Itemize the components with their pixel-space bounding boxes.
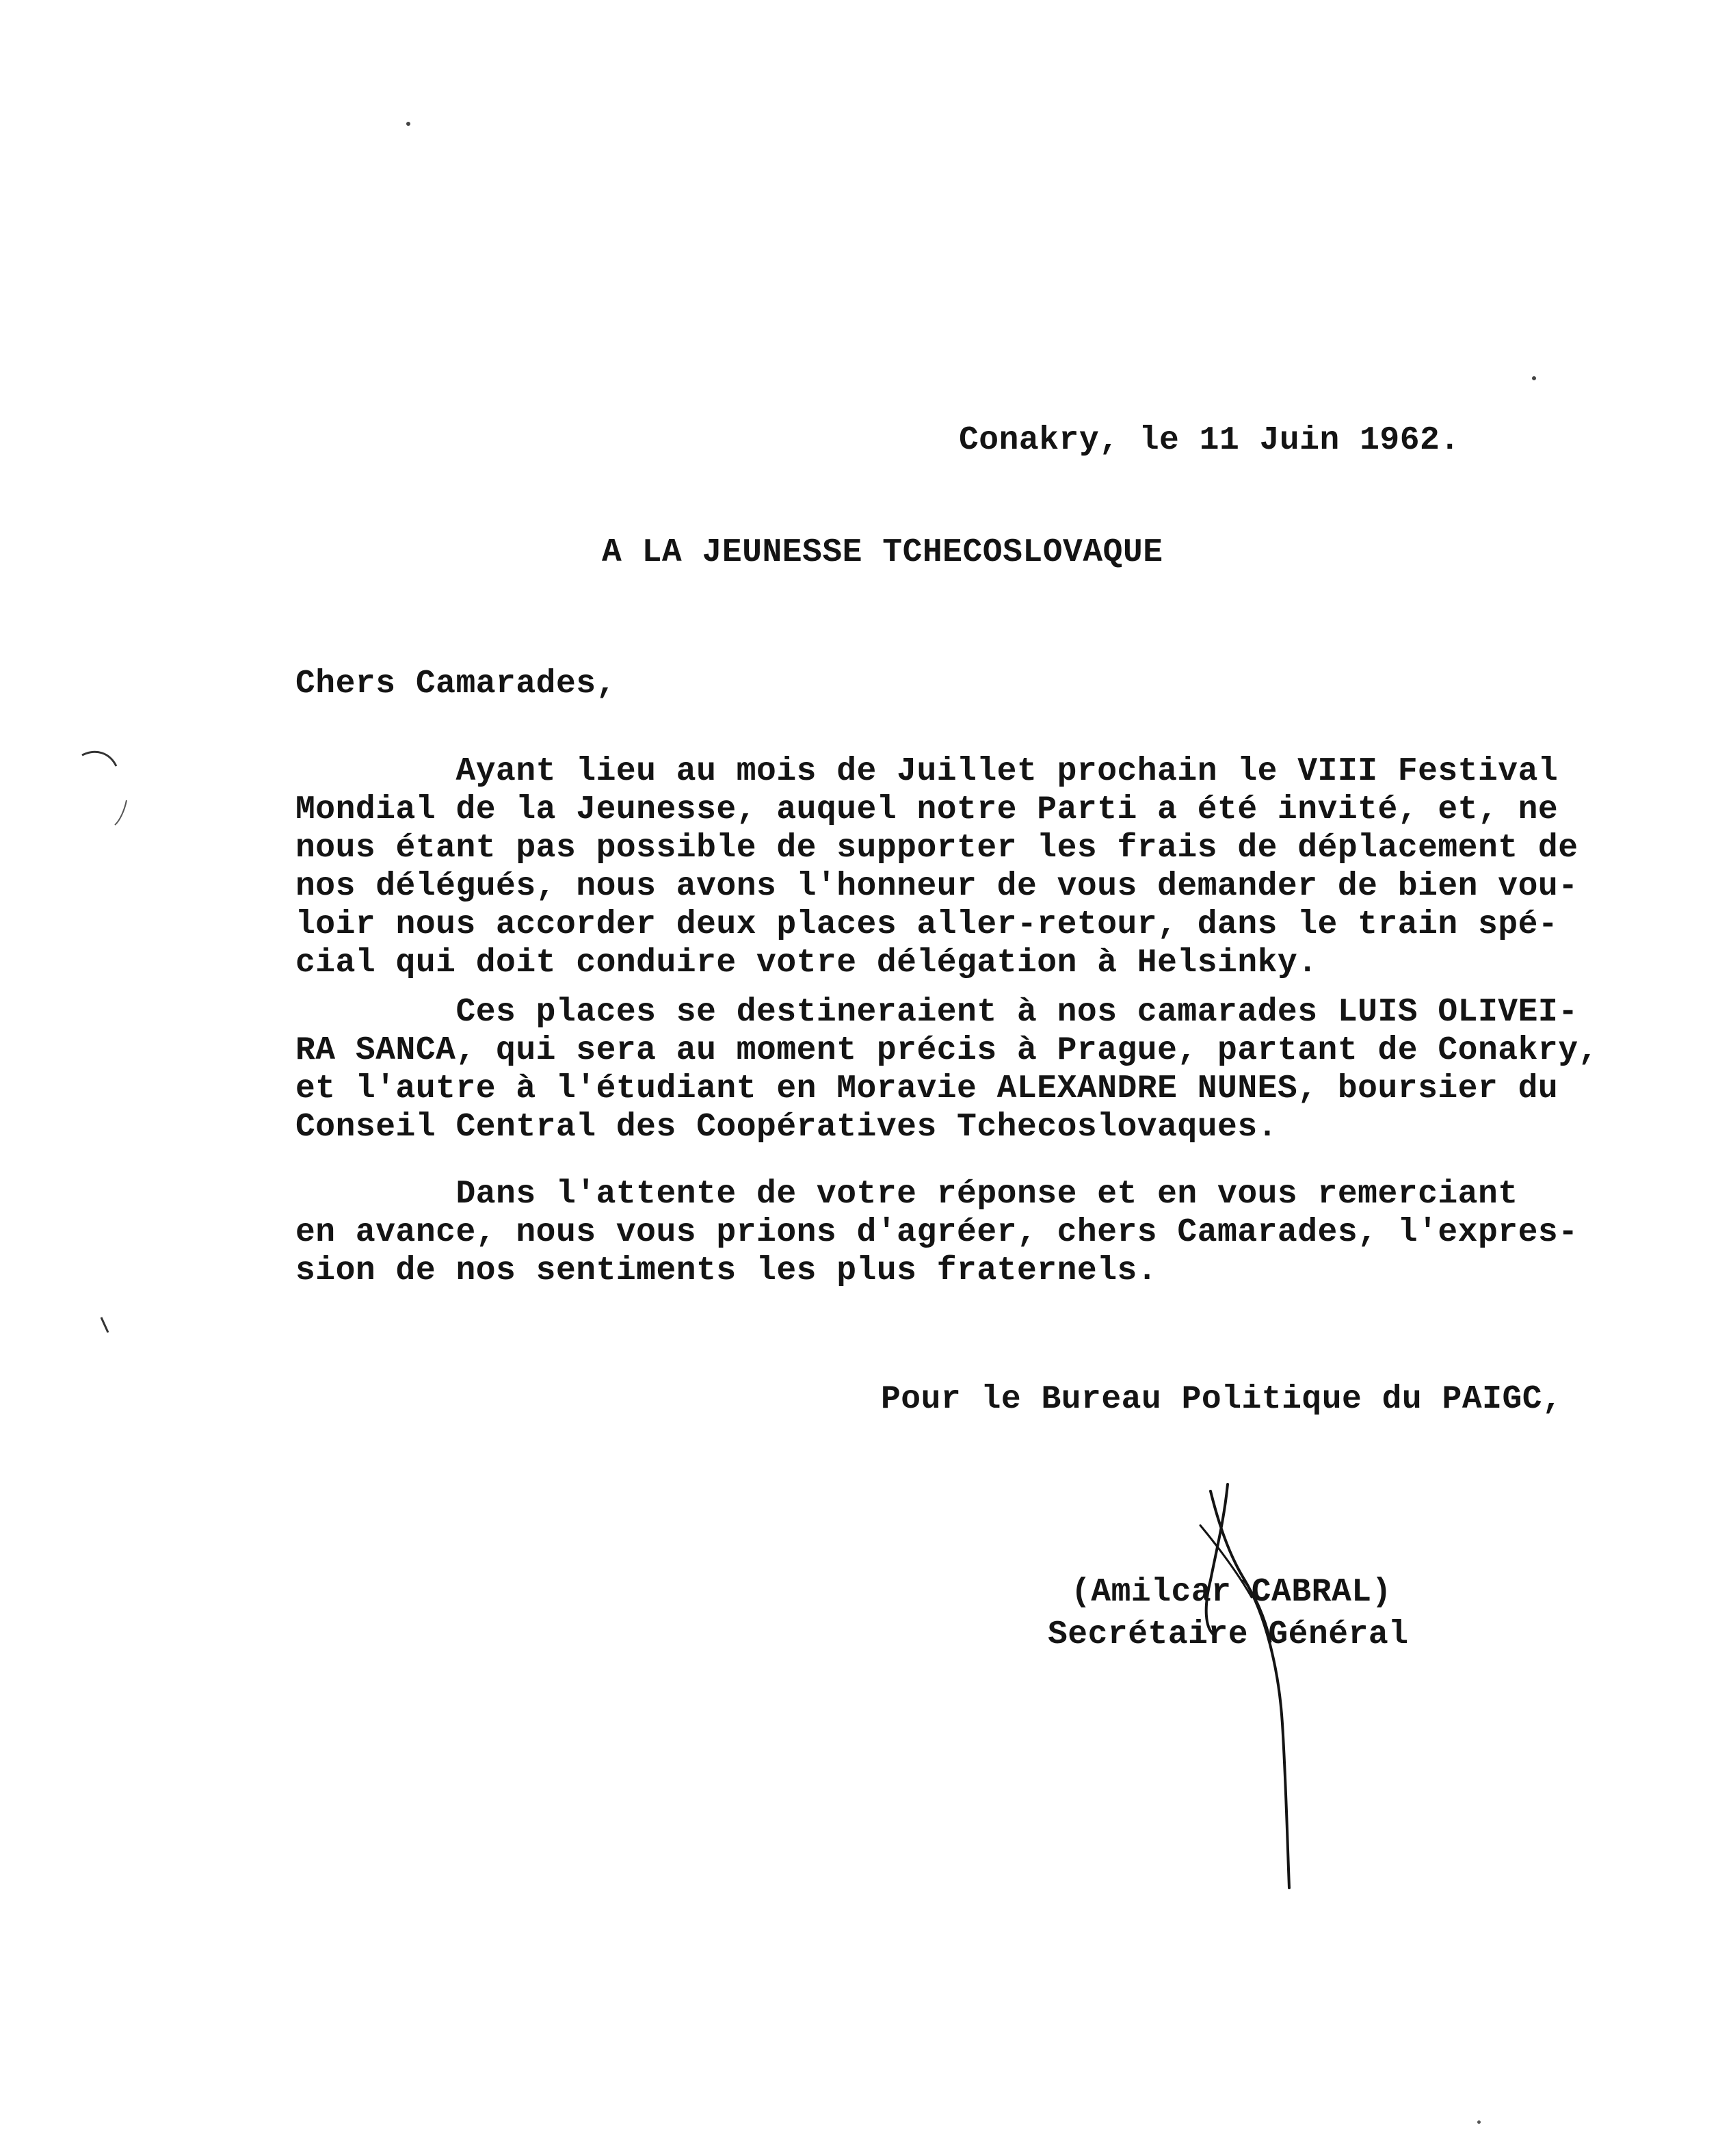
body-paragraph xyxy=(295,993,1656,1146)
date-line: Conakry, le 11 Juin 1962. xyxy=(959,422,1460,459)
body-paragraph xyxy=(295,1175,1656,1290)
paragraph-line: et l'autre à l'étudiant en Moravie ALEXANDRE NUNES, boursier du xyxy=(295,1070,1559,1107)
scan-dot xyxy=(406,122,410,126)
paragraph-line: Ayant lieu au mois de Juillet prochain le VIII Festival xyxy=(295,753,1559,790)
paragraph-line: nos délégués, nous avons l'honneur de vous demander de bien vou- xyxy=(295,868,1578,905)
paragraph-line: sion de nos sentiments les plus fraternels. xyxy=(295,1252,1158,1289)
scan-mark xyxy=(96,1313,116,1341)
signatory-title: Secrétaire Général xyxy=(1048,1616,1409,1653)
scan-dot xyxy=(1532,376,1536,380)
paragraph-line: Dans l'attente de votre réponse et en vous remerciant xyxy=(295,1176,1518,1213)
closing-line: Pour le Bureau Politique du PAIGC, xyxy=(881,1381,1563,1418)
paragraph-line: Ces places se destineraient à nos camarades LUIS OLIVEI- xyxy=(295,994,1578,1031)
paragraph-line: Conseil Central des Coopératives Tchecoslovaques. xyxy=(295,1109,1278,1146)
scan-dot xyxy=(1477,2120,1481,2124)
handwritten-signature xyxy=(1163,1477,1340,1902)
salutation: Chers Camarades, xyxy=(295,666,616,702)
signatory-name: (Amilcar CABRAL) xyxy=(1071,1574,1392,1611)
body-paragraph xyxy=(295,752,1656,982)
paragraph-line: nous étant pas possible de supporter les frais de déplacement de xyxy=(295,830,1578,867)
addressee-heading: A LA JEUNESSE TCHECOSLOVAQUE xyxy=(602,534,1163,571)
scan-mark xyxy=(68,746,137,828)
paragraph-line: cial qui doit conduire votre délégation à Helsinky. xyxy=(295,945,1318,982)
paragraph-line: en avance, nous vous prions d'agréer, chers Camarades, l'expres- xyxy=(295,1214,1578,1251)
paragraph-line: loir nous accorder deux places aller-retour, dans le train spé- xyxy=(295,906,1559,943)
paragraph-line: RA SANCA, qui sera au moment précis à Prague, partant de Conakry, xyxy=(295,1032,1598,1069)
paragraph-line: Mondial de la Jeunesse, auquel notre Parti a été invité, et, ne xyxy=(295,791,1559,828)
